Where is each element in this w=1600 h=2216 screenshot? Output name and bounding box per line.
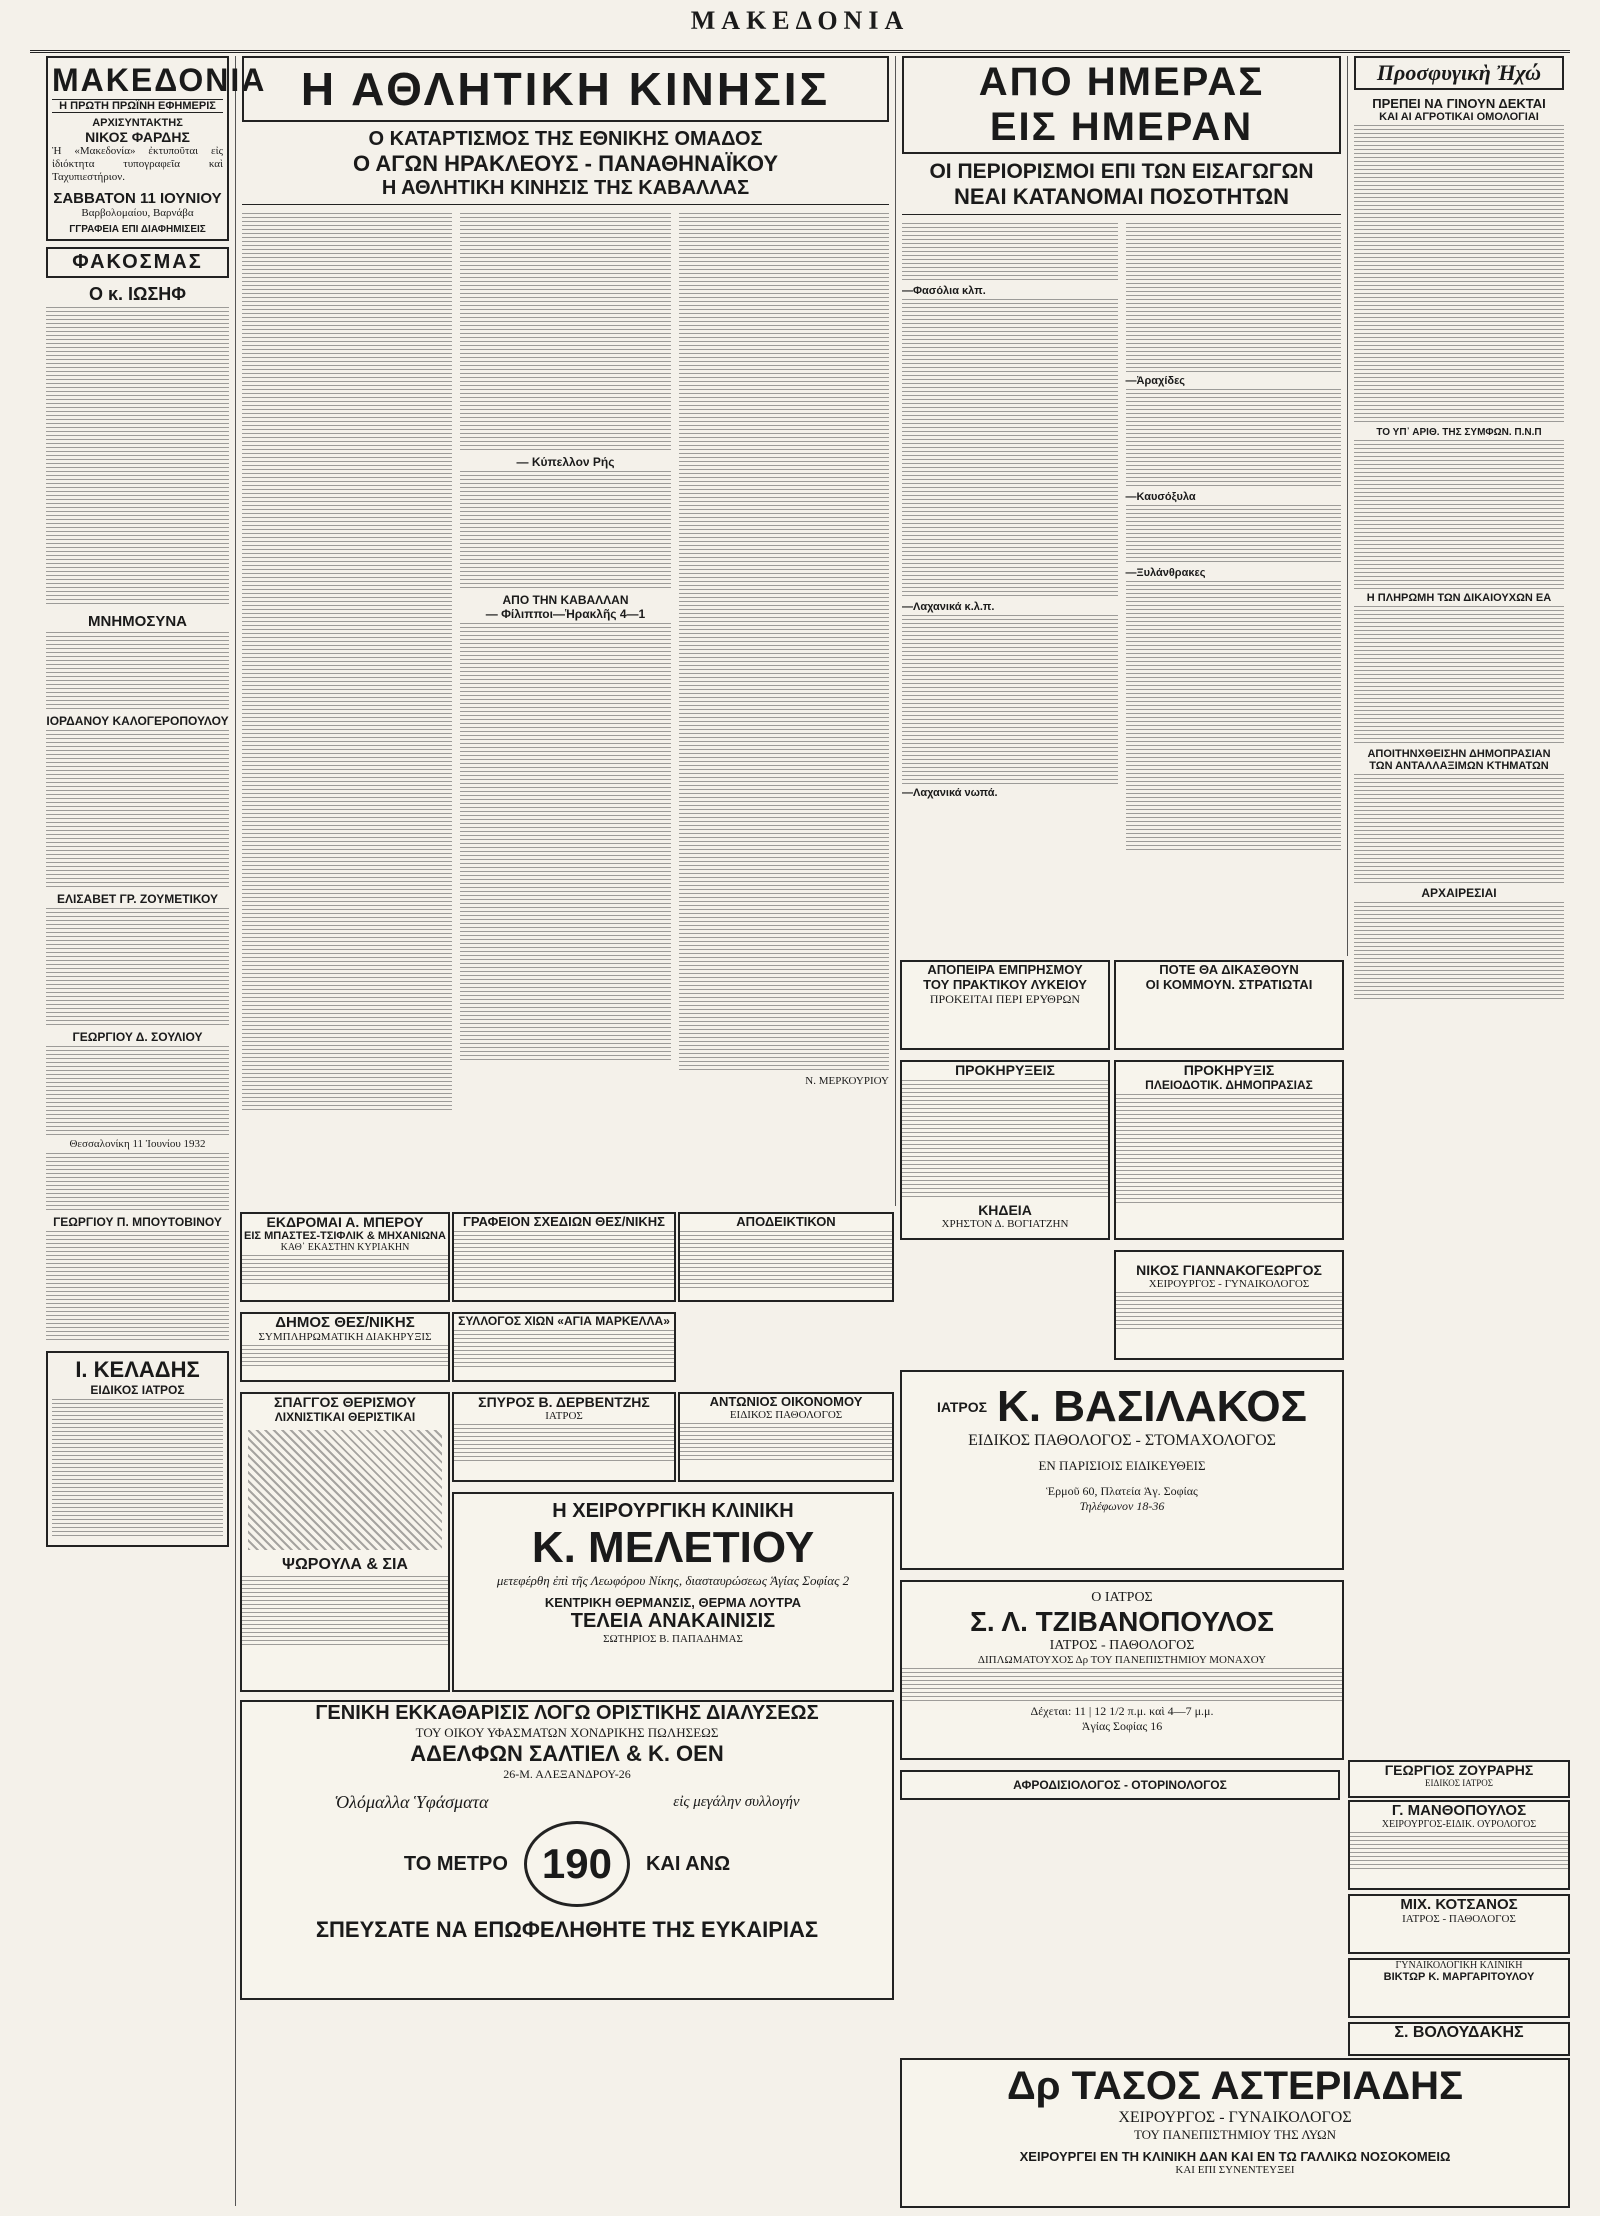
issue-date: ΣΑΒΒΑΤΟΝ 11 ΙΟΥΝΙΟΥ: [53, 190, 222, 207]
refugee-h7: ΑΡΧΑΙΡΕΣΙΑΙ: [1421, 886, 1497, 900]
zourari-specialty-strip: [900, 1770, 1340, 1800]
tziv-diploma: ΔΙΠΛΩΜΑΤΟΥΧΟΣ Δρ ΤΟΥ ΠΑΝΕΠΙΣΤΗΜΙΟΥ ΜΟΝΑΧΟΥ: [977, 1654, 1267, 1666]
margaritis-ad: [1348, 1958, 1570, 2018]
chios-club-title: ΣΥΛΛΟΓΟΣ ΧΙΩΝ «ΑΓΙΑ ΜΑΡΚΕΛΛΑ»: [458, 1314, 670, 1328]
daily-sub-6: —Λαχανικά νωπά.: [902, 787, 998, 799]
clinic-ad: [452, 1492, 894, 1692]
oikonomou-ad: [678, 1392, 894, 1482]
sale-per-meter: ΤΟ ΜΕΤΡΟ: [403, 1852, 508, 1875]
asteriadis-surgery: ΧΕΙΡΟΥΡΓΕΙ ΕΝ ΤΗ ΚΛΙΝΙΚΗ ΔΑΝ ΚΑΙ ΕΝ ΤΩ ΓΑΛΛΙΚΩ ΝΟΣΟΚΟΜΕΙΩ: [1019, 2149, 1451, 2164]
voloudakis-ad: [1348, 2022, 1570, 2056]
sale-fabric: Ὁλόμαλλα Ὑφάσματα: [334, 1792, 489, 1812]
derventzis-name: ΣΠΥΡΟΣ Β. ΔΕΡΒΕΝΤΖΗΣ: [478, 1394, 650, 1410]
tziv-role: ΙΑΤΡΟΣ - ΠΑΘΟΛΟΓΟΣ: [1049, 1638, 1195, 1653]
giannakogeorgos-role: ΧΕΙΡΟΥΡΓΟΣ - ΓΥΝΑΙΚΟΛΟΓΟΣ: [1148, 1278, 1310, 1290]
vasilakos-phone: Τηλέφωνον 18-36: [1079, 1499, 1165, 1513]
clinic-features: ΚΕΝΤΡΙΚΗ ΘΕΡΜΑΝΣΙΣ, ΘΕΡΜΑ ΛΟΥΤΡΑ: [544, 1595, 802, 1610]
issue-place: Βαρβολομαίου, Βαρνάβα: [81, 207, 194, 219]
refugee-h1: ΠΡΕΠΕΙ ΝΑ ΓΙΝΟΥΝ ΔΕΚΤΑΙ: [1372, 96, 1546, 111]
twine-dealer: ΨΩΡΟΥΛΑ & ΣΙΑ: [282, 1556, 408, 1573]
refugee-h6: ΤΩΝ ΑΝΤΑΛΛΑΞΙΜΩΝ ΚΤΗΜΑΤΩΝ: [1369, 760, 1549, 772]
zourari-role: ΕΙΔΙΚΟΣ ΙΑΤΡΟΣ: [1425, 1778, 1493, 1788]
derventzis-ad: [452, 1392, 676, 1482]
tziv-name: Σ. Λ. ΤΖΙΒΑΝΟΠΟΥΛΟΣ: [970, 1606, 1274, 1637]
spacer: [900, 1810, 1340, 1830]
clinic-name: Κ. ΜΕΛΕΤΙΟΥ: [531, 1523, 815, 1572]
left-column: [40, 56, 267, 2206]
vasilakos-specialization: ΕΝ ΠΑΡΙΣΙΟΙΣ ΕΙΔΙΚΕΥΘΕΙΣ: [1038, 1458, 1206, 1473]
vasilakos-address: Ἑρμοῦ 60, Πλατεία Ἁγ. Σοφίας: [1046, 1484, 1198, 1498]
memorial-title: ΜΝΗΜΟΣΥΝΑ: [88, 613, 187, 630]
clinic-address: μετεφέρθη ἐπὶ τῆς Λεωφόρου Νίκης, διασταυρώσεως Ἁγίας Σοφίας 2: [496, 1573, 850, 1588]
section-title: ΦΑΚΟΣΜΑΣ: [72, 251, 203, 273]
daily-banner-2: ΕΙΣ ΗΜΕΡΑΝ: [989, 105, 1254, 149]
article-title: Ο κ. ΙΩΣΗΦ: [88, 284, 187, 304]
twine-title: ΣΠΑΓΓΟΣ ΘΕΡΙΣΜΟΥ: [274, 1394, 416, 1410]
nameplate-title: ΜΑΚΕΔΟΝΙΑ: [52, 62, 267, 98]
zourari-name: ΓΕΩΡΓΙΟΣ ΖΟΥΡΑΡΗΣ: [1384, 1762, 1534, 1778]
sports-signature: Ν. ΜΕΡΚΟΥΡΙΟΥ: [805, 1075, 889, 1087]
twine-ad: [240, 1392, 450, 1692]
funeral-name: ΧΡΗΣΤΟΝ Δ. ΒΟΓΙΑΤΖΗΝ: [941, 1218, 1069, 1230]
chios-club-ad: [452, 1312, 676, 1382]
vasilakos-name: Κ. ΒΑΣΙΛΑΚΟΣ: [997, 1382, 1307, 1431]
memorial-name-2: ΕΛΙΣΑΒΕΤ ΓΡ. ΖΟΥΜΕΤΙΚΟΥ: [56, 892, 218, 906]
excursion-sub2: ΚΑΘ᾽ ΕΚΑΣΤΗΝ ΚΥΡΙΑΚΗΝ: [280, 1242, 410, 1253]
margaritis-name: ΒΙΚΤΩΡ Κ. ΜΑΡΓΑΡΙΤΟΥΛΟΥ: [1383, 1971, 1535, 1983]
masthead: ΜΑΚΕΔΟΝΙΑ: [30, 6, 1570, 53]
zourari-specialty: ΑΦΡΟΔΙΣΙΟΛΟΓΟΣ - ΟΤΟΡΙΝΟΛΟΓΟΣ: [1013, 1778, 1227, 1792]
municipality-title: ΔΗΜΟΣ ΘΕΣ/ΝΙΚΗΣ: [275, 1314, 415, 1331]
asteriadis-role: ΧΕΙΡΟΥΡΓΟΣ - ΓΥΝΑΙΚΟΛΟΓΟΣ: [1118, 2109, 1352, 2126]
derventzis-role: ΙΑΤΡΟΣ: [545, 1410, 583, 1422]
lyceum-h3: ΠΡΟΚΕΙΤΑΙ ΠΕΡΙ ΕΡΥΘΡΩΝ: [929, 992, 1081, 1006]
offices-title: ΓΓΡΑΦΕΙΑ ΕΠΙ ΔΙΑΦΗΜΙΣΕΙΣ: [69, 224, 206, 235]
municipality-sub: ΣΥΜΠΛΗΡΩΜΑΤΙΚΗ ΔΙΑΚΗΡΥΞΙΣ: [258, 1331, 432, 1343]
refugee-column: [1348, 56, 1570, 1796]
memorial-name-4: ΓΕΩΡΓΙΟΥ Π. ΜΠΟΥΤΟΒΙΝΟΥ: [53, 1215, 222, 1229]
daily-headline-2: ΝΕΑΙ ΚΑΤΑΝΟΜΑΙ ΠΟΣΟΤΗΤΩΝ: [902, 184, 1341, 215]
daily-sub-2: —Ἀραχίδες: [1125, 375, 1186, 387]
certificate-title: ΑΠΟΔΕΙΚΤΙΚΟΝ: [736, 1214, 836, 1229]
excursion-title: ΕΚΔΡΟΜΑΙ Α. ΜΠΕΡΟΥ: [266, 1214, 424, 1230]
asteriadis-appointments: ΚΑΙ ΕΠΙ ΣΥΝΕΝΤΕΥΞΕΙ: [1175, 2164, 1295, 2176]
vasilakos-prefix: ΙΑΤΡΟΣ: [937, 1399, 988, 1415]
certificate-box: [678, 1212, 894, 1302]
memorial-name-1: ΙΟΡΔΑΝΟΥ ΚΑΛΟΓΕΡΟΠΟΥΛΟΥ: [46, 714, 229, 728]
sports-sub-2: ΑΠΟ ΤΗΝ ΚΑΒΑΛΛΑΝ: [502, 593, 629, 607]
machine-illustration: [248, 1430, 442, 1550]
editor-label: ΑΡΧΙΣΥΝΤΑΚΤΗΣ: [92, 117, 183, 129]
kotsanos-name: ΜΙΧ. ΚΟΤΣΑΝΟΣ: [1400, 1896, 1518, 1913]
refugee-title: Προσφυγικὴ Ἠχώ: [1376, 60, 1542, 85]
refugee-h2: ΚΑΙ ΑΙ ΑΓΡΟΤΙΚΑΙ ΟΜΟΛΟΓΙΑΙ: [1379, 111, 1539, 123]
papadimas-name: ΣΩΤΗΡΙΟΣ Β. ΠΑΠΑΔΗΜΑΣ: [603, 1633, 743, 1645]
tzivanopoulos-ad: [900, 1580, 1344, 1760]
asteriadis-ad: [900, 2058, 1570, 2208]
tziv-pre: Ο ΙΑΤΡΟΣ: [1091, 1590, 1153, 1605]
voloudakis-name: Σ. ΒΟΛΟΥΔΑΚΗΣ: [1394, 2024, 1524, 2041]
lyceum-ad: [900, 960, 1110, 1050]
giannakogeorgos-name: ΝΙΚΟΣ ΓΙΑΝΝΑΚΟΓΕΩΡΓΟΣ: [1136, 1262, 1322, 1278]
nameplate-box: [46, 56, 267, 241]
giannakogeorgos-ad: [1114, 1250, 1344, 1360]
manthopoulos-ad: [1348, 1800, 1570, 1890]
excursion-sub: ΕΙΣ ΜΠΑΣΤΕΣ-ΤΣΙΦΛΙΚ & ΜΗΧΑΝΙΩΝΑ: [244, 1230, 446, 1242]
kotsanos-role: ΙΑΤΡΟΣ - ΠΑΘΟΛΟΓΟΣ: [1402, 1913, 1516, 1925]
manthopoulos-name: Γ. ΜΑΝΘΟΠΟΥΛΟΣ: [1391, 1802, 1527, 1819]
sports-headline-2: Ο ΑΓΩΝ ΗΡΑΚΛΕΟΥΣ - ΠΑΝΑΘΗΝΑΪΚΟΥ: [352, 151, 779, 176]
twine-sub: ΛΙΧΝΙΣΤΙΚΑΙ ΘΕΡΙΣΤΙΚΑΙ: [274, 1410, 416, 1424]
sale-ad: [240, 1700, 894, 2000]
tziv-address: Ἁγίας Σοφίας 16: [1081, 1719, 1163, 1733]
excursion-ad: [240, 1212, 450, 1302]
funeral-title: ΚΗΔΕΙΑ: [978, 1202, 1032, 1218]
soldiers-h2: ΟΙ ΚΟΜΜΟΥΝ. ΣΤΡΑΤΙΩΤΑΙ: [1145, 977, 1313, 992]
asteriadis-name: Δρ ΤΑΣΟΣ ΑΣΤΕΡΙΑΔΗΣ: [1006, 2064, 1464, 2108]
sports-headline-3: Η ΑΘΛΗΤΙΚΗ ΚΙΝΗΣΙΣ ΤΗΣ ΚΑΒΑΛΛΑΣ: [242, 177, 889, 205]
refugee-h4: Η ΠΛΗΡΩΜΗ ΤΩΝ ΔΙΚΑΙΟΥΧΩΝ ΕΑ: [1366, 592, 1552, 604]
auction-box: [1114, 1060, 1344, 1240]
lyceum-h1: ΑΠΟΠΕΙΡΑ ΕΜΠΡΗΣΜΟΥ: [927, 962, 1083, 977]
oikonomou-name: ΑΝΤΩΝΙΟΣ ΟΙΚΟΝΟΜΟΥ: [709, 1394, 863, 1409]
refugee-banner: [1354, 56, 1564, 90]
municipality-ad: [240, 1312, 450, 1382]
daily-headline-1: ΟΙ ΠΕΡΙΟΡΙΣΜΟΙ ΕΠΙ ΤΩΝ ΕΙΣΑΓΩΓΩΝ: [929, 160, 1314, 183]
sale-price-suffix: ΚΑΙ ΑΝΩ: [645, 1852, 731, 1875]
oikonomou-role: ΕΙΔΙΚΟΣ ΠΑΘΟΛΟΓΟΣ: [729, 1409, 843, 1421]
soldiers-box: [1114, 960, 1344, 1050]
clinic-renovation: ΤΕΛΕΙΑ ΑΝΑΚΑΙΝΙΣΙΣ: [570, 1610, 776, 1632]
soldiers-h1: ΠΟΤΕ ΘΑ ΔΙΚΑΣΘΟΥΝ: [1159, 962, 1299, 977]
sale-cta: ΣΠΕΥΣΑΤΕ ΝΑ ΕΠΩΦΕΛΗΘΗΤΕ ΤΗΣ ΕΥΚΑΙΡΙΑΣ: [315, 1917, 819, 1942]
announcements-title: ΠΡΟΚΗΡΥΞΕΙΣ: [955, 1062, 1055, 1078]
daily-sub-5: —Λαχανικά κ.λ.π.: [902, 601, 995, 613]
asteriadis-university: ΤΟΥ ΠΑΝΕΠΙΣΤΗΜΙΟΥ ΤΗΣ ΛΥΩΝ: [1133, 2127, 1337, 2142]
memorial-name-3: ΓΕΩΡΓΙΟΥ Δ. ΣΟΥΛΙΟΥ: [72, 1030, 203, 1044]
sale-price: 190: [524, 1821, 630, 1907]
sale-collection: εἰς μεγάλην συλλογήν: [673, 1794, 800, 1810]
sports-sub-1: — Κύπελλον Ρής: [516, 455, 615, 469]
daily-banner-1: ΑΠΟ ΗΜΕΡΑΣ: [978, 60, 1265, 104]
sports-headline-1: Ο ΚΑΤΑΡΤΙΣΜΟΣ ΤΗΣ ΕΘΝΙΚΗΣ ΟΜΑΔΟΣ: [368, 128, 763, 150]
manthopoulos-role: ΧΕΙΡΟΥΡΓΟΣ-ΕΙΔΙΚ. ΟΥΡΟΛΟΓΟΣ: [1381, 1819, 1537, 1830]
kelades-role: ΕΙΔΙΚΟΣ ΙΑΤΡΟΣ: [90, 1383, 185, 1397]
announcements-box: [900, 1060, 1110, 1240]
nameplate-subtitle: Η ΠΡΩΤΗ ΠΡΩΪΝΗ ΕΦΗΜΕΡΙΣ: [52, 99, 223, 113]
plans-office-ad: [452, 1212, 676, 1302]
margaritis-title: ΓΥΝΑΙΚΟΛΟΓΙΚΗ ΚΛΙΝΙΚΗ: [1395, 1960, 1523, 1971]
daily-sub-3: —Καυσόξυλα: [1125, 491, 1196, 503]
daily-column: [896, 56, 1348, 956]
sale-company: ΑΔΕΛΦΩΝ ΣΑΛΤΙΕΛ & Κ. ΟΕΝ: [410, 1741, 724, 1766]
tziv-hours: Δέχεται: 11 | 12 1/2 π.μ. καὶ 4—7 μ.μ.: [1030, 1704, 1214, 1718]
memorial-date: Θεσσαλονίκη 11 Ἰουνίου 1932: [69, 1138, 206, 1150]
kelades-ad: [46, 1351, 229, 1547]
kelades-name: Ι. ΚΕΛΑΔΗΣ: [75, 1357, 200, 1382]
zourari-ad: [1348, 1760, 1570, 1798]
sports-banner: [242, 56, 889, 122]
sports-banner-title: Η ΑΘΛΗΤΙΚΗ ΚΙΝΗΣΙΣ: [300, 63, 831, 115]
sale-sub: ΤΟΥ ΟΙΚΟΥ ΥΦΑΣΜΑΤΩΝ ΧΟΝΔΡΙΚΗΣ ΠΩΛΗΣΕΩΣ: [415, 1725, 719, 1740]
lyceum-h2: ΤΟΥ ΠΡΑΚΤΙΚΟΥ ΛΥΚΕΙΟΥ: [923, 977, 1087, 992]
editor-name: ΝΙΚΟΣ ΦΑΡΔΗΣ: [85, 129, 190, 145]
daily-banner: [902, 56, 1341, 154]
sports-column: [236, 56, 896, 1206]
auction-sub: ΠΛΕΙΟΔΟΤΙΚ. ΔΗΜΟΠΡΑΣΙΑΣ: [1145, 1078, 1313, 1092]
section-box: [46, 247, 229, 278]
refugee-h3: ΤΟ ΥΠ᾽ ΑΡΙΘ. ΤΗΣ ΣΥΜΦΩΝ. Π.Ν.Π: [1376, 427, 1542, 438]
sports-sub-3: — Φίλιπποι—Ἡρακλῆς 4—1: [485, 607, 646, 621]
vasilakos-ad: [900, 1370, 1344, 1570]
sale-address: 26-Μ. ΑΛΕΞΑΝΔΡΟΥ-26: [503, 1767, 631, 1781]
plans-office-title: ΓΡΑΦΕΙΟΝ ΣΧΕΔΙΩΝ ΘΕΣ/ΝΙΚΗΣ: [463, 1214, 665, 1229]
vasilakos-role: ΕΙΔΙΚΟΣ ΠΑΘΟΛΟΓΟΣ - ΣΤΟΜΑΧΟΛΟΓΟΣ: [968, 1432, 1276, 1449]
kotsanos-ad: [1348, 1894, 1570, 1954]
daily-sub-1: —Φασόλια κλπ.: [902, 285, 986, 297]
daily-sub-4: —Ξυλάνθρακες: [1125, 567, 1206, 579]
clinic-title: Η ΧΕΙΡΟΥΡΓΙΚΗ ΚΛΙΝΙΚΗ: [552, 1500, 794, 1522]
refugee-h5: ΑΠΟΙΤΗΝΧΘΕΙΣΗΝ ΔΗΜΟΠΡΑΣΙΑΝ: [1367, 748, 1551, 760]
auction-title: ΠΡΟΚΗΡΥΞΙΣ: [1183, 1062, 1275, 1078]
sale-title: ΓΕΝΙΚΗ ΕΚΚΑΘΑΡΙΣΙΣ ΛΟΓΩ ΟΡΙΣΤΙΚΗΣ ΔΙΑΛΥΣΕΩΣ: [315, 1702, 819, 1724]
print-note: Ἡ «Μακεδονία» ἐκτυποῦται εἰς ἰδιόκτητα τυπογραφεῖα καὶ Ταχυπιεστήριον.: [52, 145, 223, 183]
